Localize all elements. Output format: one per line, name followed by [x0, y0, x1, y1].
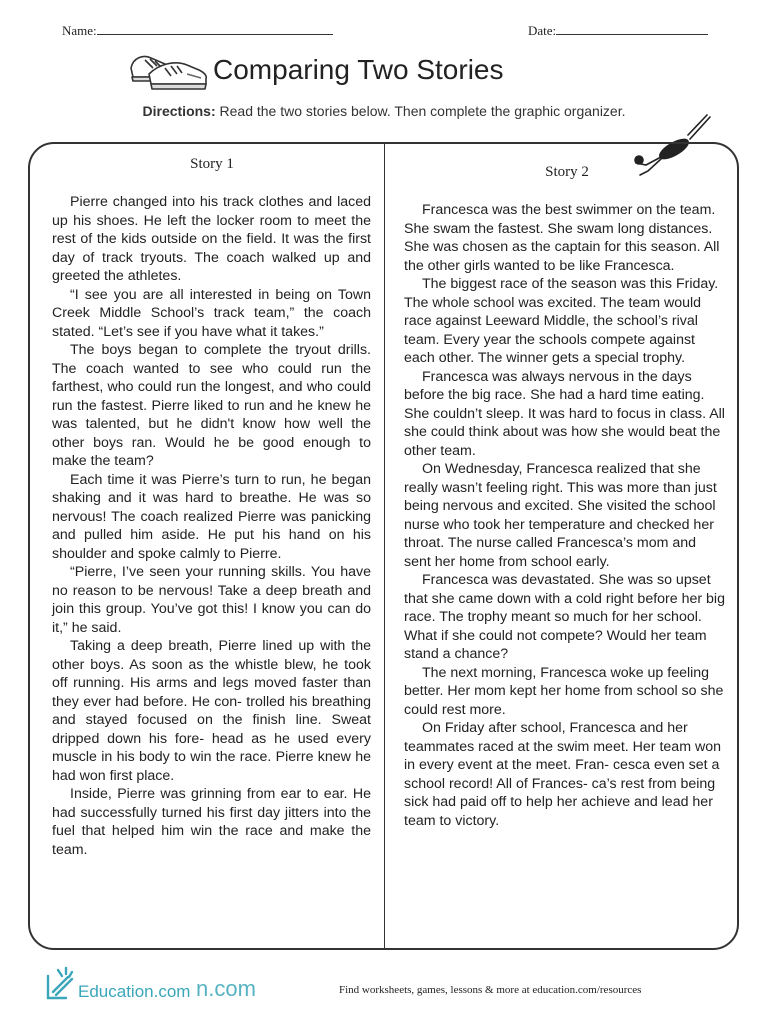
education-logo-icon — [44, 962, 78, 1004]
story2-paragraph: The next morning, Francesca woke up feeling better. Her mom kept her home from school so she could rest more. — [404, 664, 724, 718]
story2-text — [404, 201, 726, 830]
story1-text — [52, 193, 371, 859]
title-block — [125, 48, 685, 98]
date-label: Date: — [528, 23, 557, 38]
directions-text: Read the two stories below. Then complete the graphic organizer. — [215, 103, 626, 119]
story1-title: Story 1 — [190, 156, 234, 172]
name-line — [97, 22, 333, 35]
story1-paragraph: Taking a deep breath, Pierre lined up with the other boys. As soon as the whistle blew, he took off running. His arms and legs moved faster than they ever had before. He con- trolled his breathing and stayed focused on the finish line. Sweat dripped down his fore- head as he used every muscle in his body to win the race. Pierre knew he had won first place. — [52, 638, 371, 784]
page-title: Comparing Two Stories — [213, 54, 504, 85]
story2-paragraph: The biggest race of the season was this Friday. The whole school was excited. The team would race against Leeward Middle, the school’s rival team. Every year the schools compete against each other. The winner gets a special trophy. — [404, 276, 719, 366]
story2-paragraph: Francesca was the best swimmer on the team. She swam the fastest. She swam long distances. She was chosen as the captain for this season. All the other girls wanted to be like Francesca. — [404, 202, 720, 274]
story1-paragraph: Inside, Pierre was grinning from ear to ear. He had successfully turned his first day jitters into the fuel that helped him win the race and make the team. — [52, 786, 371, 858]
running-shoes-icon — [125, 48, 209, 94]
directions-label: Directions: — [142, 103, 216, 119]
date-line — [556, 22, 708, 35]
column-divider — [384, 142, 385, 950]
name-field[interactable] — [62, 22, 333, 39]
story2-paragraph: Francesca was always nervous in the days before the big race. She had a hard time eating. She couldn’t sleep. It was hard to focus in class. All she could think about was how she would beat the other team. — [404, 368, 725, 459]
story1-paragraph: Each time it was Pierre’s turn to run, he began shaking and it was hard to breathe. He was so nervous! The coach realized Pierre was panicking and pulled him aside. He put his hand on his shoulder and spoke calmly to Pierre. — [52, 471, 371, 562]
story2-paragraph: Francesca was devastated. She was so upset that she came down with a cold right before her big race. The trophy meant so much for her school. What if she could not compete? Would her team stand a chance? — [404, 572, 725, 662]
header-row — [62, 22, 712, 40]
date-field[interactable] — [528, 22, 708, 39]
footer-tagline[interactable]: Find worksheets, games, lessons & more at education.com/resources — [339, 984, 642, 996]
story1-paragraph: “I see you are all interested in being on Town Creek Middle School’s track team,” the coach stated. “Let’s see if you have what it takes.” — [52, 286, 371, 340]
story1-paragraph: “Pierre, I’ve seen your running skills. You have no reason to be nervous! Take a deep breath and join this group. You’ve got this! I know you can do it,” he said. — [52, 564, 371, 636]
story2-paragraph: On Wednesday, Francesca realized that she really wasn’t feeling right. This was more than just being nervous and excited. She visited the school nurse who took her temperature and checked her throat. The nurse called Francesca’s mom and sent her home from school early. — [404, 461, 717, 570]
name-label: Name: — [62, 23, 97, 38]
logo-text: Education.com — [78, 982, 191, 1001]
story2-paragraph: On Friday after school, Francesca and her teammates raced at the swim meet. Her team won in every event at the meet. Fran- cesca even set a school record! All of Frances- ca’s rest from being sick had paid off to help her achieve and lead her team to victory. — [404, 720, 721, 829]
logo-overlap-text: n.com — [196, 976, 256, 1001]
story1-paragraph: The boys began to complete the tryout drills. The coach wanted to see who could run the farthest, who could run the longest, and who could run the fastest. Pierre liked to run and he knew he was talented, but he didn't know how well the other boys ran. Would he be good enough to make the team? — [52, 342, 371, 469]
story2-title: Story 2 — [545, 164, 589, 180]
story1-paragraph: Pierre changed into his track clothes and laced up his shoes. He left the locker room to meet the rest of the kids outside on the field. It was the first day of track tryouts. The coach walked up and greeted the athletes. — [52, 194, 371, 284]
